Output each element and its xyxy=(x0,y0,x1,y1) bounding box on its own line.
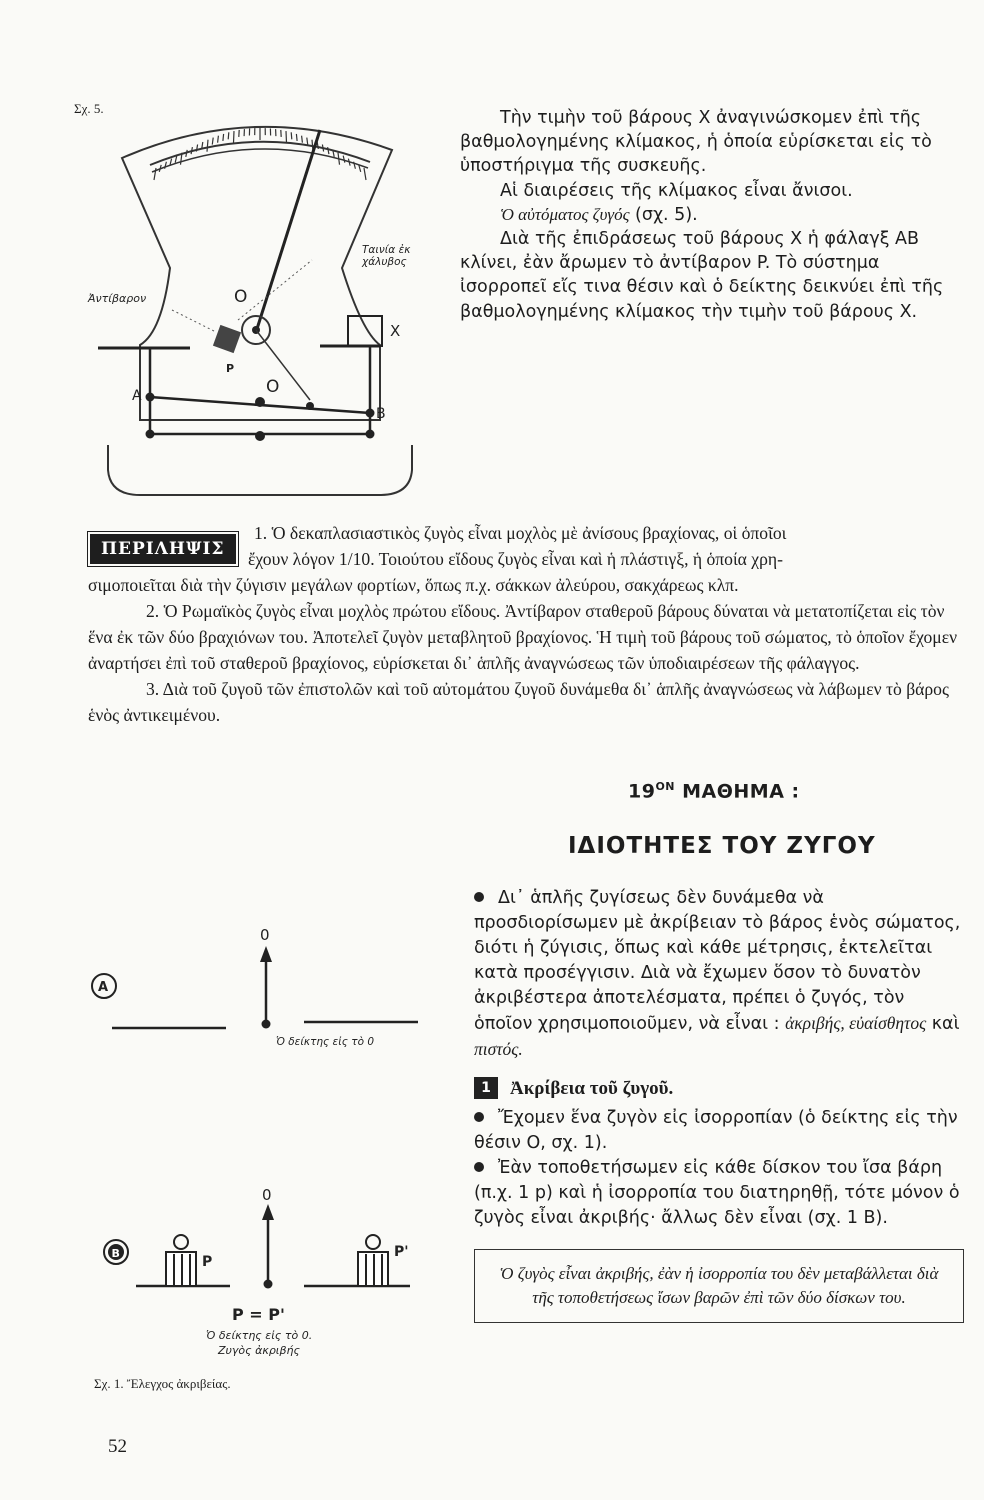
dial-tick xyxy=(207,140,208,152)
body-para1 xyxy=(474,886,964,1063)
panel-b-zero: 0 xyxy=(262,1186,272,1204)
bullet-dot xyxy=(474,1112,484,1122)
panel-b-note: Ὁ δείκτης εἰς τὸ 0. xyxy=(206,1329,313,1342)
label-x: X xyxy=(390,322,401,340)
body-block xyxy=(474,886,964,1323)
section1-badge: 1 xyxy=(474,1077,498,1099)
label-a: A xyxy=(132,388,142,404)
dial-tick xyxy=(302,136,303,143)
section1-heading xyxy=(474,1077,964,1100)
body-para1-text: Δι᾿ ἁπλῆς ζυγίσεως δὲν δυνάμεθα νὰ προσδιορίσωμεν μὲ ἀκρίβειαν τὸ βάρος ἑνὸς σώματος, διότι ἡ ζύγισις, ὅπως καὶ κάθε μέτρησις, ἐκτελεῖται κατὰ προσέγγισιν. Διὰ νὰ ἔχωμεν ὅσον τὸ δυνατὸν ἀκριβέστερα ἀποτελέσματα, πρέπει ὁ ζυγός, τὸν ὁποῖον χρησιμοποιοῦμεν, νὰ εἶναι : xyxy=(474,888,961,1034)
section1-title: Ἀκρίβεια τοῦ ζυγοῦ. xyxy=(510,1078,674,1099)
auto-scale-ref: (σχ. 5). xyxy=(629,204,698,225)
dial-tick xyxy=(218,136,219,143)
summary-badge: ΠΕΡΙΛΗΨΙΣ xyxy=(90,534,236,564)
dial-tick xyxy=(338,153,340,165)
dial-tick xyxy=(191,147,192,154)
dial-tick xyxy=(212,138,213,145)
dial-tick xyxy=(343,156,345,163)
intro-p4: Διὰ τῆς ἐπιδράσεως τοῦ βάρους X ἡ φάλαγξ AB κλίνει, ἐὰν ἄρωμεν τὸ ἀντίβαρον P. Τὸ σύστημα ἰσορροπεῖ εἴς τινα θέσιν καὶ ὁ δείκτης δεικνύει ἐπὶ τῆς βαθμολογημένης κλίμακος τὴν τιμὴν τοῦ βάρους X. xyxy=(460,229,944,322)
label-b: B xyxy=(376,406,386,422)
label-p: P xyxy=(226,362,235,375)
bullet-dot xyxy=(474,892,484,902)
dial-tick xyxy=(307,138,308,145)
steel-ribbon-line xyxy=(256,330,310,400)
dial-tick xyxy=(322,144,323,151)
auto-scale-title: Ὁ αὐτόματος ζυγός xyxy=(500,204,630,224)
antivaron-leader xyxy=(172,310,216,332)
panel-a-note: Ὁ δείκτης εἰς τὸ 0 xyxy=(276,1036,375,1048)
rule-box xyxy=(474,1249,964,1323)
summary-item1-second: ἔχουν λόγον 1/10. Τοιούτου εἴδους ζυγὸς εἶναι καὶ ἡ πλάστιγξ, ἡ ὁποία χρη- xyxy=(248,549,783,569)
lesson-heading xyxy=(628,780,800,802)
body-para1-and: καὶ xyxy=(926,1014,960,1034)
fig5-caption-text: Σχ. 5. xyxy=(74,101,104,116)
label-o-mid: O xyxy=(266,377,280,397)
dial-tick xyxy=(165,162,167,169)
panel-a-zero: 0 xyxy=(260,926,270,944)
summary-item3: 3. Διὰ τοῦ ζυγοῦ τῶν ἐπιστολῶν καὶ τοῦ αὐτομάτου ζυγοῦ δυνάμεθα δι᾿ ἁπλῆς ἀναγνώσεως νὰ λάβωμεν τὸ βάρος ἑνὸς ἀντικειμένου. xyxy=(88,679,949,725)
weight-p2-knob xyxy=(366,1235,380,1249)
dial-tick xyxy=(348,159,350,166)
dial-tick xyxy=(223,134,224,141)
accurate-note: Ζυγὸς ἀκριβής xyxy=(218,1344,300,1357)
body-bullet2-text: Ἐὰν τοποθετήσωμεν εἰς κάθε δίσκον του ἴσα βάρη (π.χ. 1 p) καὶ ἡ ἰσορροπία του διατηρηθῇ, τότε μόνον ὁ ζυγὸς εἶναι ἀκριβής· ἄλλως δὲν εἶναι (σχ. 1 B). xyxy=(474,1158,960,1228)
panel-a-arrowhead xyxy=(260,946,272,962)
rule-text: Ὁ ζυγὸς εἶναι ἀκριβής, ἐὰν ἡ ἰσορροπία του δὲν μεταβάλλεται διὰ τῆς τοποθετήσεως ἴσων βαρῶν ἐπὶ τῶν δύο δίσκων του. xyxy=(499,1264,939,1307)
dial-tick xyxy=(286,131,287,143)
lesson-label: ΜΑΘΗΜΑ : xyxy=(675,780,800,803)
intro-block xyxy=(460,106,950,324)
panel-b-letter: B xyxy=(111,1247,120,1260)
intro-p1: Τὴν τιμὴν τοῦ βάρους X ἀναγινώσκομεν ἐπὶ τῆς βαθμολογημένης κλίμακος, ἡ ὁποία εὑρίσκεται εἰς τὸ ὑποστήριγμα τῆς συσκευῆς. xyxy=(460,108,932,177)
intro-p3 xyxy=(460,203,950,227)
dial-tick xyxy=(154,168,156,180)
body-para1-last: πιστός. xyxy=(474,1039,523,1059)
lesson-number: 19 xyxy=(628,780,656,803)
dial-tick xyxy=(328,147,329,154)
label-antivaron: Ἀντίβαρον xyxy=(88,292,147,305)
weight-p2-label: P' xyxy=(394,1244,409,1260)
panel-b-pivot xyxy=(264,1280,273,1289)
intro-p2: Αἱ διαιρέσεις τῆς κλίμακος εἶναι ἄνισοι. xyxy=(500,180,853,201)
pointer-needle xyxy=(256,130,320,332)
lesson-title: ΙΔΙΟΤΗΤΕΣ ΤΟΥ ΖΥΓΟΥ xyxy=(568,833,876,859)
summary-item2: 2. Ὁ Ρωμαϊκὸς ζυγὸς εἶναι μοχλὸς πρώτου εἴδους. Ἀντίβαρον σταθεροῦ βάρους δύναται νὰ μετατοπίζεται εἰς τὸν ἕνα ἐκ τῶν δύο βραχιόνων του. Ἀποτελεῖ ζυγὸν μεταβλητοῦ βραχίονος. Ἡ τιμὴ τοῦ βάρους τοῦ σώματος, τὸ ὁποῖον ἔχομεν ἀναρτήσει ἐπὶ τοῦ σταθεροῦ βραχίονος, εὑρίσκεται δι᾿ ἁπλῆς ἀναγνώσεως τῶν ὑποδιαιρέσεων τῆς φάλαγγος. xyxy=(88,601,958,673)
panel-a-pivot xyxy=(262,1020,271,1029)
weight-p-knob xyxy=(174,1235,188,1249)
summary-item1-rest: σιμοποιεῖται διὰ τὴν ζύγισιν μεγάλων φορτίων, ὅπως π.χ. σάκκων ἀλεύρου, σακχάρεως κλπ. xyxy=(88,575,739,595)
bullet-dot xyxy=(474,1162,484,1172)
label-tainia-1: Ταινία ἐκ xyxy=(362,244,411,256)
panel-a-letter: A xyxy=(98,980,109,995)
panel-b-arrowhead xyxy=(262,1204,274,1220)
dial-tick xyxy=(291,132,292,139)
body-para1-qualities: ἀκριβής, εὐαίσθητος xyxy=(785,1013,927,1033)
page-number: 52 xyxy=(108,1436,127,1457)
summary-item1-first: 1. Ὁ δεκαπλασιαστικὸς ζυγὸς εἶναι μοχλὸς μὲ ἀνίσους βραχίονας, οἱ ὁποῖοι xyxy=(254,523,787,543)
fig5-scale-diagram xyxy=(80,110,460,505)
equation: P = P' xyxy=(232,1305,285,1324)
scale-housing xyxy=(122,127,392,420)
dial-tick xyxy=(296,134,297,141)
summary-block xyxy=(88,520,964,728)
lesson-number-sup: ΟΝ xyxy=(655,780,676,793)
fig1-diagram xyxy=(70,920,470,1380)
dial-tick xyxy=(364,168,366,180)
body-bullet1 xyxy=(474,1106,964,1156)
dial-tick xyxy=(234,131,235,143)
scale-base xyxy=(108,445,412,495)
weight-p-label: P xyxy=(202,1254,213,1270)
counterweight-p xyxy=(213,325,241,353)
fig1-caption: Σχ. 1. Ἔλεγχος ἀκριβείας. xyxy=(94,1376,231,1391)
label-tainia-2: χάλυβος xyxy=(362,256,407,268)
dial-tick xyxy=(186,150,187,157)
dial-tick xyxy=(228,132,229,139)
label-o-top: O xyxy=(234,287,248,307)
body-bullet1-text: Ἔχομεν ἕνα ζυγὸν εἰς ἰσορροπίαν (ὁ δείκτης εἰς τὴν θέσιν O, σχ. 1). xyxy=(474,1108,958,1153)
body-bullet2 xyxy=(474,1156,964,1231)
